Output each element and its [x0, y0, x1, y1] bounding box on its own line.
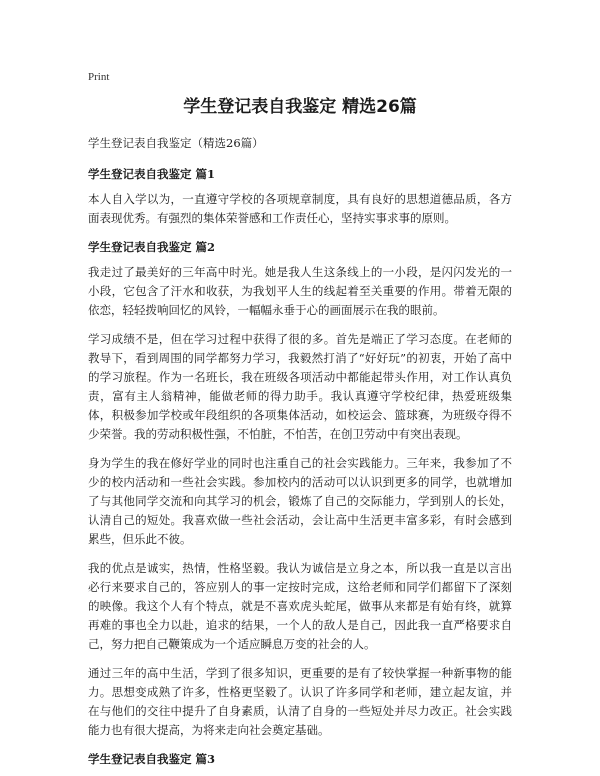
paragraph: 学习成绩不是，但在学习过程中获得了很的多。首先是端正了学习态度。在老师的教导下，看到周围的同学都努力学习，我毅然打消了“好好玩”的初衷，开始了高中的学习旅程。作为一名班长，我在班级各项活动中都能起带头作用，对工作认真负责，富有主人翁精神，能做老师的得力助手。我认真遵守学校纪律，热爱班级集体，积极参加学校或年段组织的各项集体活动，如校运会、篮球赛，为班级夺得不少荣誉。我的劳动积极性强，不怕脏，不怕苦，在创卫劳动中有突出表现。	[88, 332, 512, 441]
section-3	[88, 750, 512, 768]
document-subtitle: 学生登记表自我鉴定（精选26篇）	[88, 136, 264, 150]
section-2	[88, 238, 512, 740]
print-label[interactable]: Print	[88, 71, 110, 83]
section-heading: 学生登记表自我鉴定 篇3	[88, 752, 216, 766]
page-title: 学生登记表自我鉴定 精选26篇	[183, 97, 417, 117]
paragraph: 通过三年的高中生活，学到了很多知识，更重要的是有了较快掌握一种新事物的能力。思想变成熟了许多，性格更坚毅了。认识了许多同学和老师，建立起友谊，并在与他们的交往中提升了自身素质，认清了自身的一些短处并尽力改正。社会实践能力也有很大提高，为将来走向社会奠定基础。	[88, 666, 512, 737]
section-1	[88, 165, 512, 228]
paragraph: 我走过了最美好的三年高中时光。她是我人生这条线上的一小段，是闪闪发光的一小段，它包含了汗水和收获，为我划平人生的线起着至关重要的作用。带着无限的依恋，轻轻拨响回忆的风铃，一幅幅永垂于心的画面展示在我的眼前。	[88, 265, 512, 317]
paragraph: 我的优点是诚实，热情，性格坚毅。我认为诚信是立身之本，所以我一直是以言出必行来要求自己的，答应别人的事一定按时完成，这给老师和同学们都留下了深刻的映像。我这个人有个特点，就是不喜欢虎头蛇尾，做事从来都是有始有终，就算再难的事也全力以赴，追求的结果，一个人的敌人是自己，因此我一直严格要求自己，努力把自己鞭策成为一个适应瞬息万变的社会的人。	[88, 561, 512, 651]
paragraph: 本人自入学以为，一直遵守学校的各项规章制度，具有良好的思想道德品质，各方面表现优秀。有强烈的集体荣誉感和工作责任心，坚持实事求事的原则。	[88, 192, 512, 225]
document-page	[88, 70, 512, 775]
section-heading: 学生登记表自我鉴定 篇2	[88, 240, 216, 254]
paragraph: 身为学生的我在修好学业的同时也注重自己的社会实践能力。三年来，我参加了不少的校内活动和一些社会实践。参加校内的活动可以认识到更多的同学，也就增加了与其他同学交流和向其学习的机会，锻炼了自己的交际能力，学到别人的长处，认清自己的短处。我喜欢做一些社会活动，会让高中生活更丰富多彩，有时会感到累些，但乐此不彼。	[88, 456, 512, 546]
section-heading: 学生登记表自我鉴定 篇1	[88, 167, 216, 181]
